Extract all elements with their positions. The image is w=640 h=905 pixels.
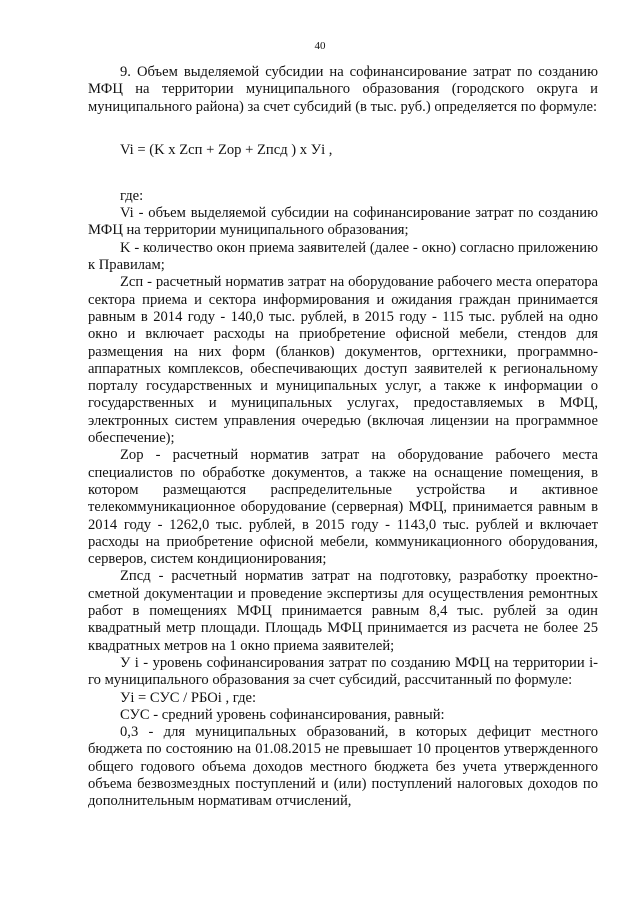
definition-zsp: Zсп - расчетный норматив затрат на оборудование рабочего места оператора сектора приема и сектора информирования и ожидания граждан принимается равным в 2014 году - 140,0 тыс. рублей, в 2015 году - 115 тыс. рублей на одно окно и включает расходы на приобретение офисной мебели, стендов для размещения на них форм (бланков) документов, оргтехники, программно-аппаратных комплексов, обеспечивающих доступ заявителей к региональному порталу государственных и муниципальных услуг, а также к информации о государственных и муниципальных услугах, предоставляемых в МФЦ, электронных систем управления очередью (включая лицензии на программное обеспечение); — [88, 274, 598, 447]
definition-zor: Zор - расчетный норматив затрат на оборудование рабочего места специалистов по обработке документов, а также на оснащение помещения, в котором размещаются распределительные устройства и активное телекоммуникационное оборудование (серверная) МФЦ, принимается равным в 2014 году - 1262,0 тыс. рублей, в 2015 году - 1143,0 тыс. рублей и включает расходы на приобретение офисной мебели, коммуникационного оборудования, серверов, систем кондиционирования; — [88, 447, 598, 568]
formula-vi: Vi = (K x Zсп + Zор + Zпсд ) x Уi , — [120, 141, 333, 158]
condition-0-3: 0,3 - для муниципальных образований, в которых дефицит местного бюджета по состоянию на 01.08.2015 не превышает 10 процентов утвержденного общего годового объема доходов местного бюджета без учета утвержденного объема безвозмездных поступлений и (или) поступлений налоговых доходов по дополнительным нормативам отчислений, — [88, 724, 598, 810]
page-number: 40 — [314, 40, 326, 52]
document-body — [88, 64, 598, 811]
sus-definition: СУС - средний уровень софинансирования, равный: — [120, 706, 445, 723]
where-label: где: — [120, 187, 144, 204]
formula-yi: Уi = СУС / РБОi , где: — [120, 689, 257, 706]
paragraph-9: 9. Объем выделяемой субсидии на софинансирование затрат по созданию МФЦ на территории муниципального образования (городского округа и муниципального района) за счет субсидий (в тыс. руб.) определяется по формуле: — [88, 64, 598, 115]
definition-vi: Vi - объем выделяемой субсидии на софинансирование затрат по созданию МФЦ на территории муниципального образования; — [88, 205, 598, 239]
definition-k: K - количество окон приема заявителей (далее - окно) согласно приложению к Правилам; — [88, 239, 598, 274]
definition-zpsd: Zпсд - расчетный норматив затрат на подготовку, разработку проектно-сметной документации и проведение экспертизы для осуществления ремонтных работ в помещениях МФЦ принимается равным 8,4 тыс. рублей за один квадратный метр площади. Площадь МФЦ принимается из расчета не более 25 квадратных метров на 1 окно приема заявителей; — [88, 568, 598, 654]
definition-yi: У i - уровень софинансирования затрат по созданию МФЦ на территории i-го муниципального образования за счет субсидий, рассчитанный по формуле: — [88, 654, 598, 689]
